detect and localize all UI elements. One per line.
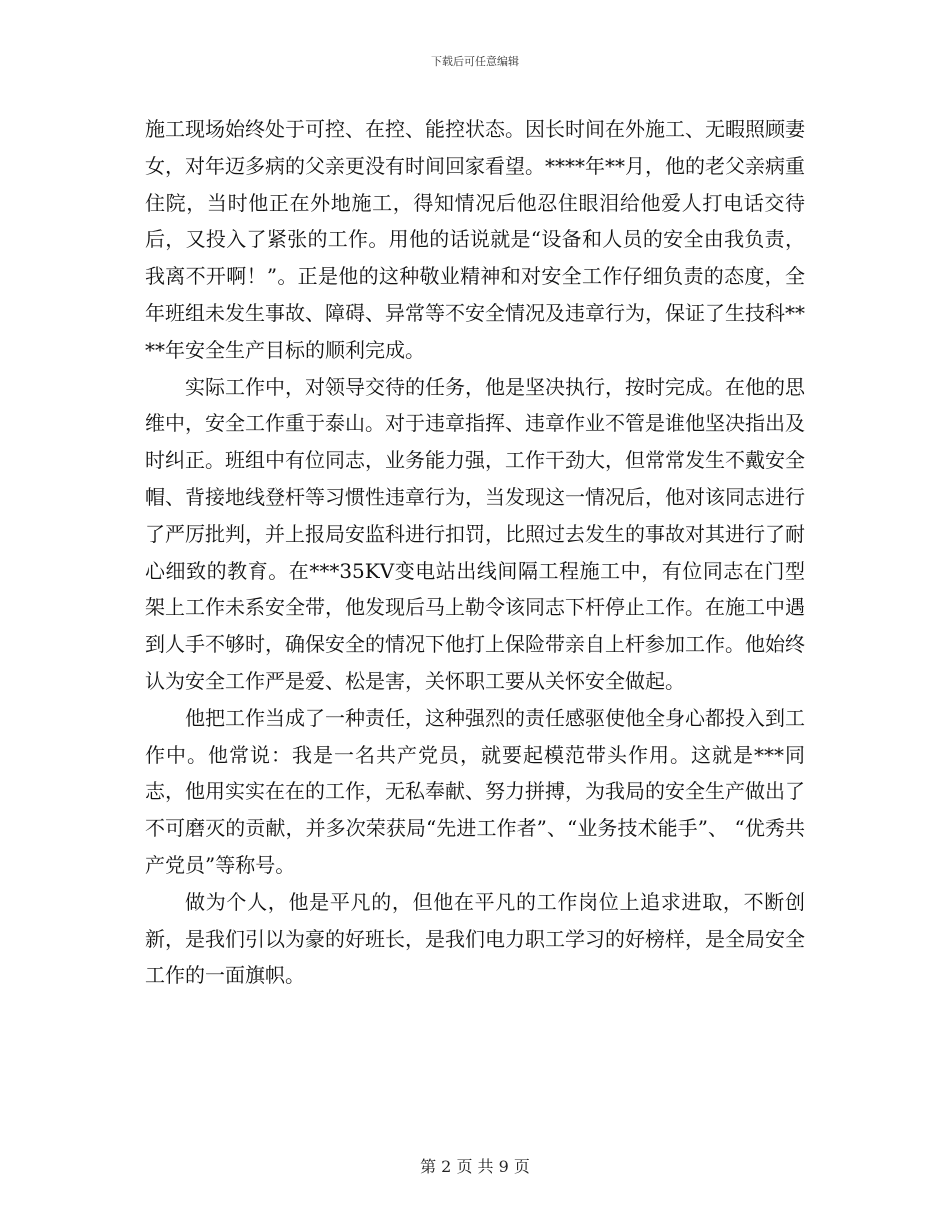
paragraph-2: 实际工作中，对领导交待的任务，他是坚决执行，按时完成。在他的思维中，安全工作重于泰山。对于违章指挥、违章作业不管是谁他坚决指出及时纠正。班组中有位同志，业务能力强，工作干劲大，但常常发生不戴安全帽、背接地线登杆等习惯性违章行为，当发现这一情况后，他对该同志进行了严厉批判，并上报局安监科进行扣罚，比照过去发生的事故对其进行了耐心细致的教育。在***35KV变电站出线间隔工程施工中，有位同志在门型架上工作未系安全带，他发现后马上勒令该同志下杆停止工作。在施工中遇到人手不够时，确保安全的情况下他打上保险带亲自上杆参加工作。他始终认为安全工作严是爱、松是害，关怀职工要从关怀安全做起。 (145, 374, 805, 693)
header-note: 下载后可任意编辑 (431, 55, 519, 68)
page-number-footer: 第 2 页 共 9 页 (420, 1157, 530, 1176)
paragraph-3: 他把工作当成了一种责任，这种强烈的责任感驱使他全身心都投入到工作中。他常说：我是一名共产党员，就要起模范带头作用。这就是***同志，他用实实在在的工作，无私奉献、努力拼搏，为我局的安全生产做出了不可磨灭的贡献，并多次荣获局“先进工作者”、“业务技术能手”、 “优秀共产党员”等称号。 (145, 705, 805, 877)
paragraph-4: 做为个人，他是平凡的，但他在平凡的工作岗位上追求进取，不断创新，是我们引以为豪的好班长，是我们电力职工学习的好榜样，是全局安全工作的一面旗帜。 (145, 889, 805, 988)
paragraph-1: 施工现场始终处于可控、在控、能控状态。因长时间在外施工、无暇照顾妻女，对年迈多病的父亲更没有时间回家看望。****年**月，他的老父亲病重住院，当时他正在外地施工，得知情况后他忍住眼泪给他爱人打电话交待后，又投入了紧张的工作。用他的话说就是“设备和人员的安全由我负责，我离不开啊！”。正是他的这种敬业精神和对安全工作仔细负责的态度，全年班组未发生事故、障碍、异常等不安全情况及违章行为，保证了生技科****年安全生产目标的顺利完成。 (145, 117, 805, 362)
document-body (145, 111, 805, 994)
